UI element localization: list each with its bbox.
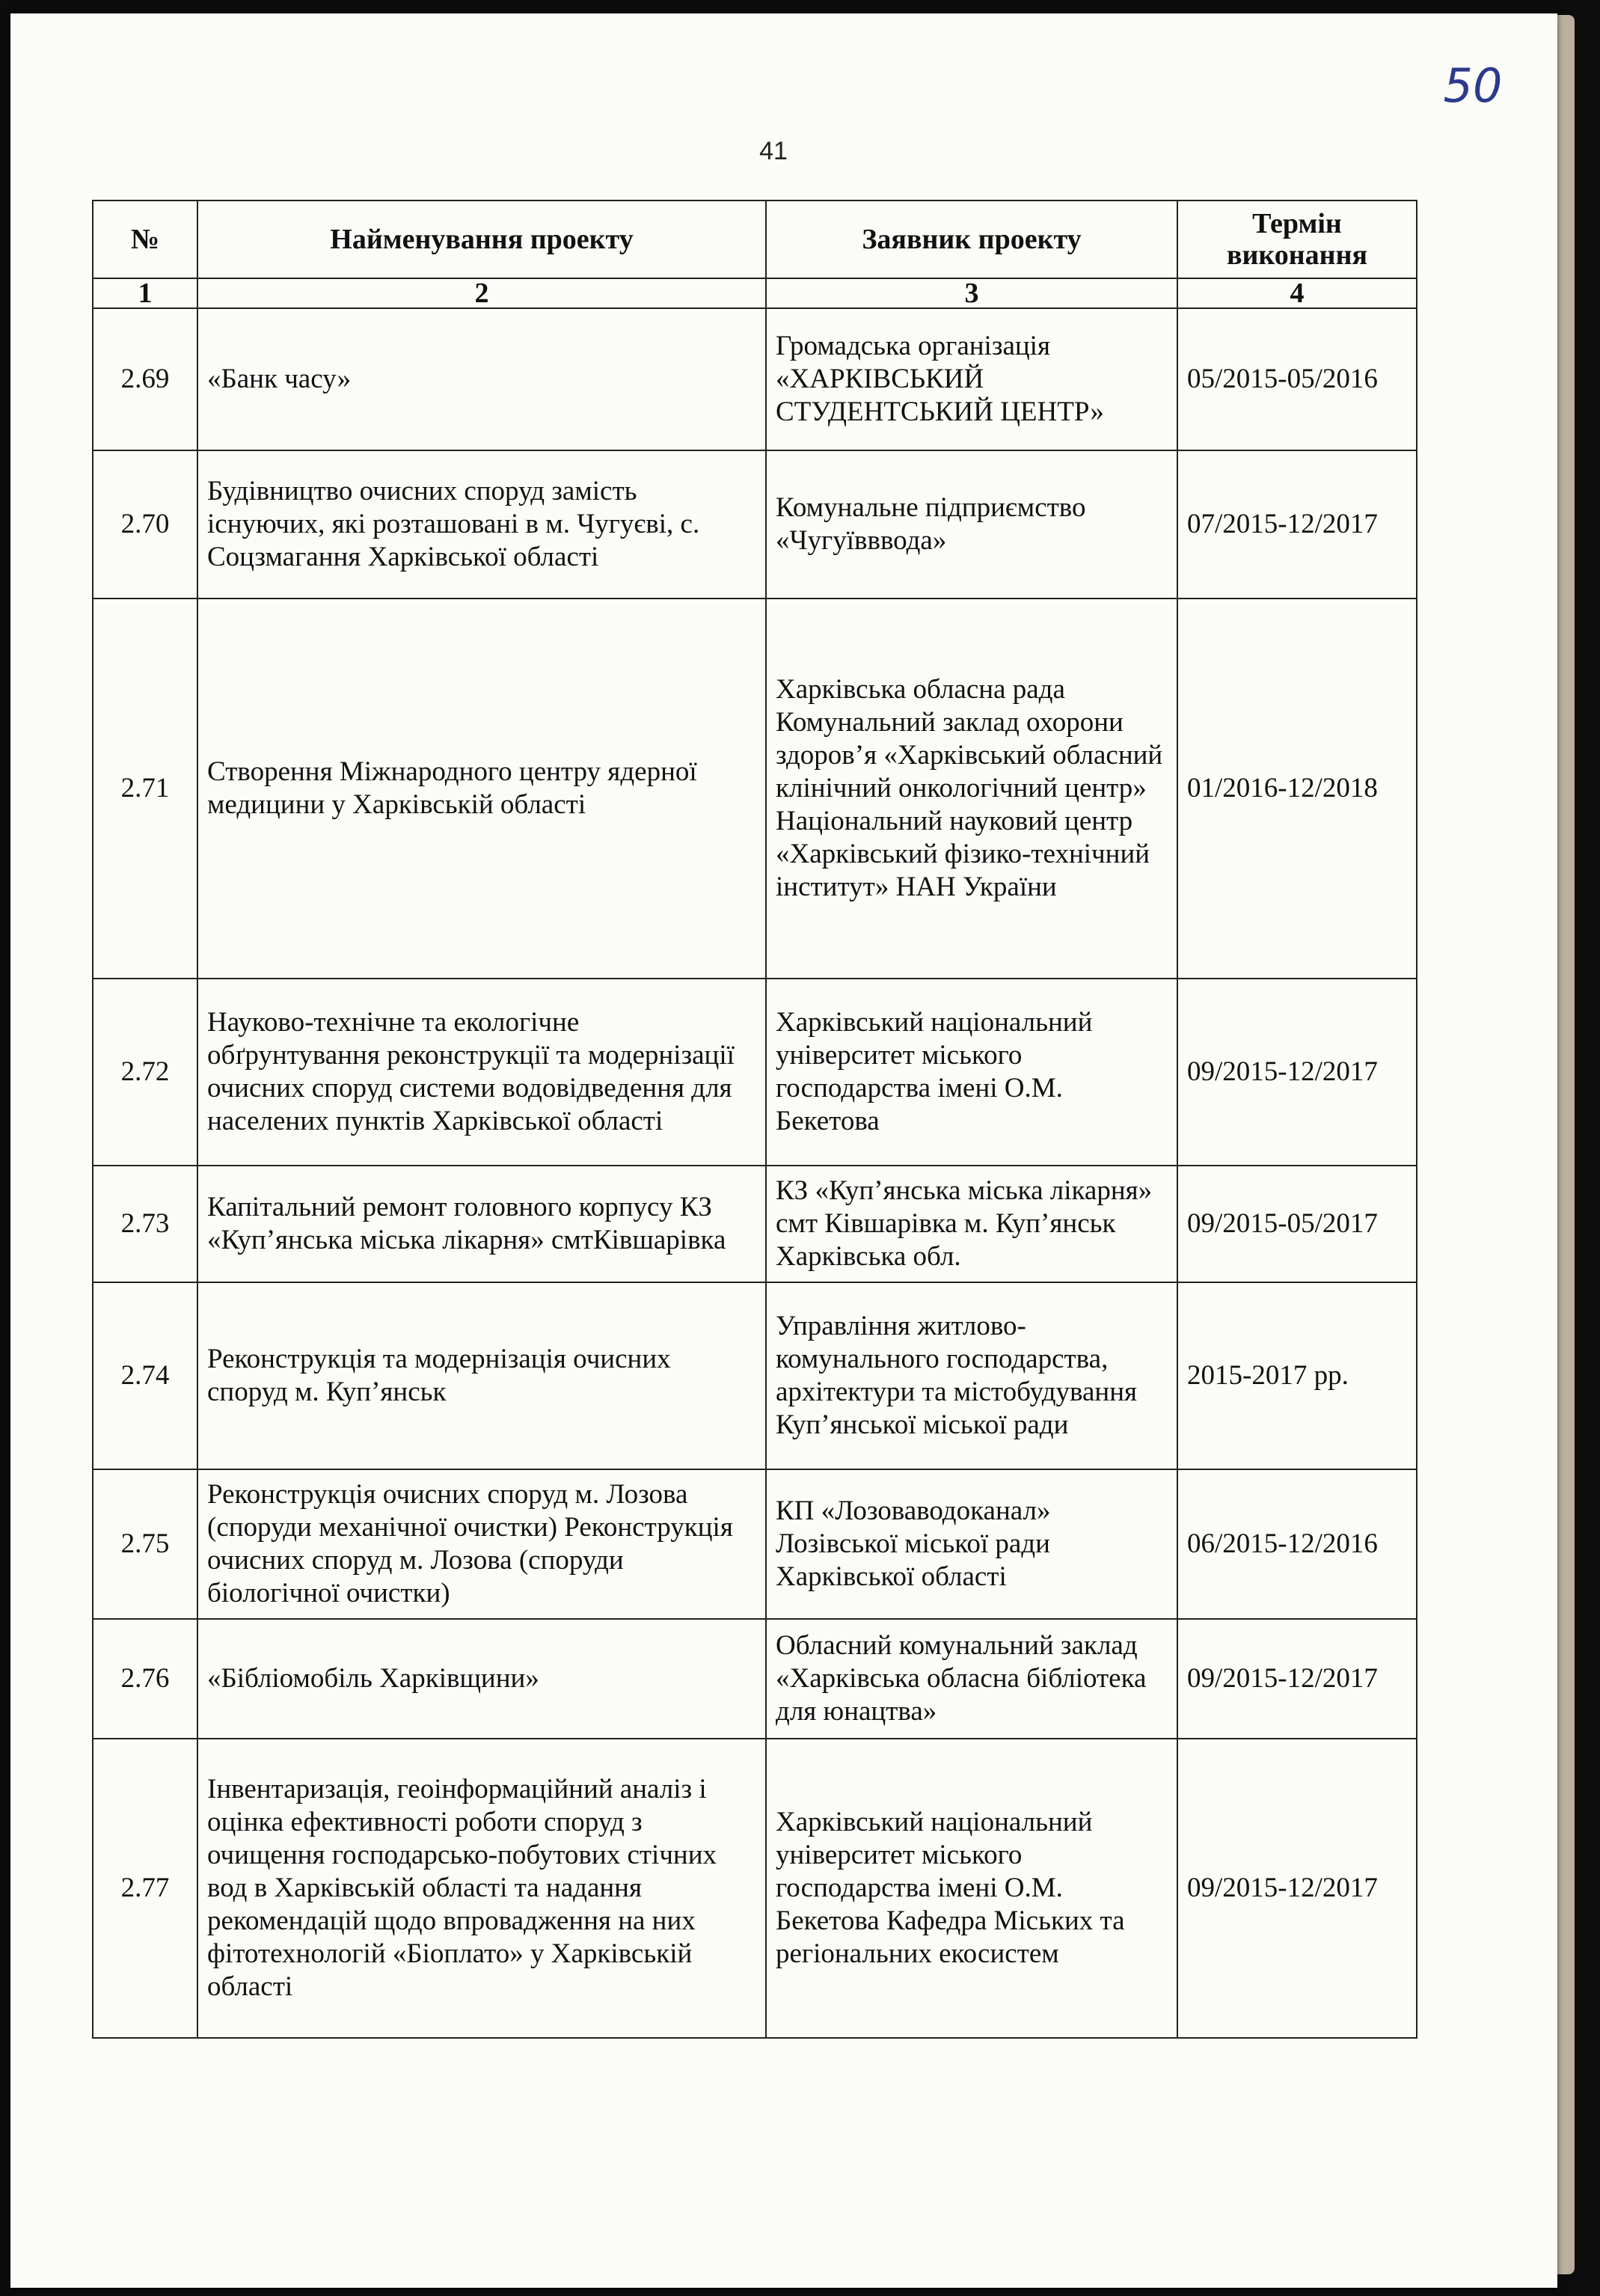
project-applicant: КП «Лозоваводоканал» Лозівської міської ради Харківської області xyxy=(766,1469,1177,1619)
row-number: 2.72 xyxy=(93,979,197,1166)
project-name: Інвентаризація, геоінформаційний аналіз і оцінка ефективності роботи споруд з очищення господарсько-побутових стічних вод в Харківській області та надання рекомендацій щодо впровадження на них фітотехнологій «Біоплато» у Харківській області xyxy=(197,1739,766,2038)
project-name: «Бібліомобіль Харківщини» xyxy=(197,1619,766,1739)
header-num: № xyxy=(93,200,197,278)
handwritten-page-number: 50 xyxy=(1443,58,1503,113)
project-term: 2015-2017 рр. xyxy=(1177,1282,1417,1469)
row-number: 2.75 xyxy=(93,1469,197,1619)
row-number: 2.73 xyxy=(93,1166,197,1282)
project-name: «Банк часу» xyxy=(197,308,766,450)
page-number: 41 xyxy=(759,137,788,165)
project-term: 09/2015-12/2017 xyxy=(1177,1619,1417,1739)
project-name: Капітальний ремонт головного корпусу КЗ «Куп’янська міська лікарня» смтКівшарівка xyxy=(197,1166,766,1282)
table-row xyxy=(93,308,1417,450)
project-term: 09/2015-12/2017 xyxy=(1177,1739,1417,2038)
projects-table xyxy=(92,200,1417,2039)
project-term: 06/2015-12/2016 xyxy=(1177,1469,1417,1619)
project-name: Науково-технічне та екологічне обґрунтування реконструкції та модернізації очисних споруд системи водовідведення для населених пунктів Харківської області xyxy=(197,979,766,1166)
project-term: 09/2015-05/2017 xyxy=(1177,1166,1417,1282)
project-term: 09/2015-12/2017 xyxy=(1177,979,1417,1166)
column-index: 1 xyxy=(93,278,197,308)
header-term: Термін виконання xyxy=(1177,200,1417,278)
table-row xyxy=(93,1282,1417,1469)
project-name: Реконструкція та модернізація очисних споруд м. Куп’янськ xyxy=(197,1282,766,1469)
project-applicant: Харківський національний університет міського господарства імені О.М. Бекетова xyxy=(766,979,1177,1166)
project-term: 05/2015-05/2016 xyxy=(1177,308,1417,450)
project-applicant: Обласний комунальний заклад «Харківська обласна бібліотека для юнацтва» xyxy=(766,1619,1177,1739)
column-index: 3 xyxy=(766,278,1177,308)
project-applicant: Харківська обласна рада Комунальний заклад охорони здоров’я «Харківський обласний клінічний онкологічний центр» Національний науковий центр «Харківський фізико-технічний інститут» НАН України xyxy=(766,599,1177,979)
row-number: 2.77 xyxy=(93,1739,197,2038)
column-index-row xyxy=(93,278,1417,308)
project-name: Реконструкція очисних споруд м. Лозова (споруди механічної очистки) Реконструкція очисних споруд м. Лозова (споруди біологічної очистки) xyxy=(197,1469,766,1619)
table-row xyxy=(93,1469,1417,1619)
project-term: 01/2016-12/2018 xyxy=(1177,599,1417,979)
row-number: 2.76 xyxy=(93,1619,197,1739)
table-header-row xyxy=(93,200,1417,278)
project-applicant: КЗ «Куп’янська міська лікарня» смт Ківшарівка м. Куп’янськ Харківська обл. xyxy=(766,1166,1177,1282)
project-applicant: Харківський національний університет міського господарства імені О.М. Бекетова Кафедра Міських та регіональних екосистем xyxy=(766,1739,1177,2038)
row-number: 2.74 xyxy=(93,1282,197,1469)
row-number: 2.71 xyxy=(93,599,197,979)
project-name: Створення Міжнародного центру ядерної медицини у Харківській області xyxy=(197,599,766,979)
project-term: 07/2015-12/2017 xyxy=(1177,450,1417,599)
project-applicant: Комунальне підприємство «Чугуївввода» xyxy=(766,450,1177,599)
header-applicant: Заявник проекту xyxy=(766,200,1177,278)
project-applicant: Громадська організація «ХАРКІВСЬКИЙ СТУДЕНТСЬКИЙ ЦЕНТР» xyxy=(766,308,1177,450)
header-name: Найменування проекту xyxy=(197,200,766,278)
table-row xyxy=(93,450,1417,599)
column-index: 4 xyxy=(1177,278,1417,308)
table-row xyxy=(93,1166,1417,1282)
table-row xyxy=(93,599,1417,979)
row-number: 2.70 xyxy=(93,450,197,599)
project-applicant: Управління житлово-комунального господарства, архітектури та містобудування Куп’янської міської ради xyxy=(766,1282,1177,1469)
row-number: 2.69 xyxy=(93,308,197,450)
table-row xyxy=(93,979,1417,1166)
column-index: 2 xyxy=(197,278,766,308)
table-row xyxy=(93,1619,1417,1739)
project-name: Будівництво очисних споруд замість існуючих, які розташовані в м. Чугуєві, с. Соцзмагання Харківської області xyxy=(197,450,766,599)
table-row xyxy=(93,1739,1417,2038)
